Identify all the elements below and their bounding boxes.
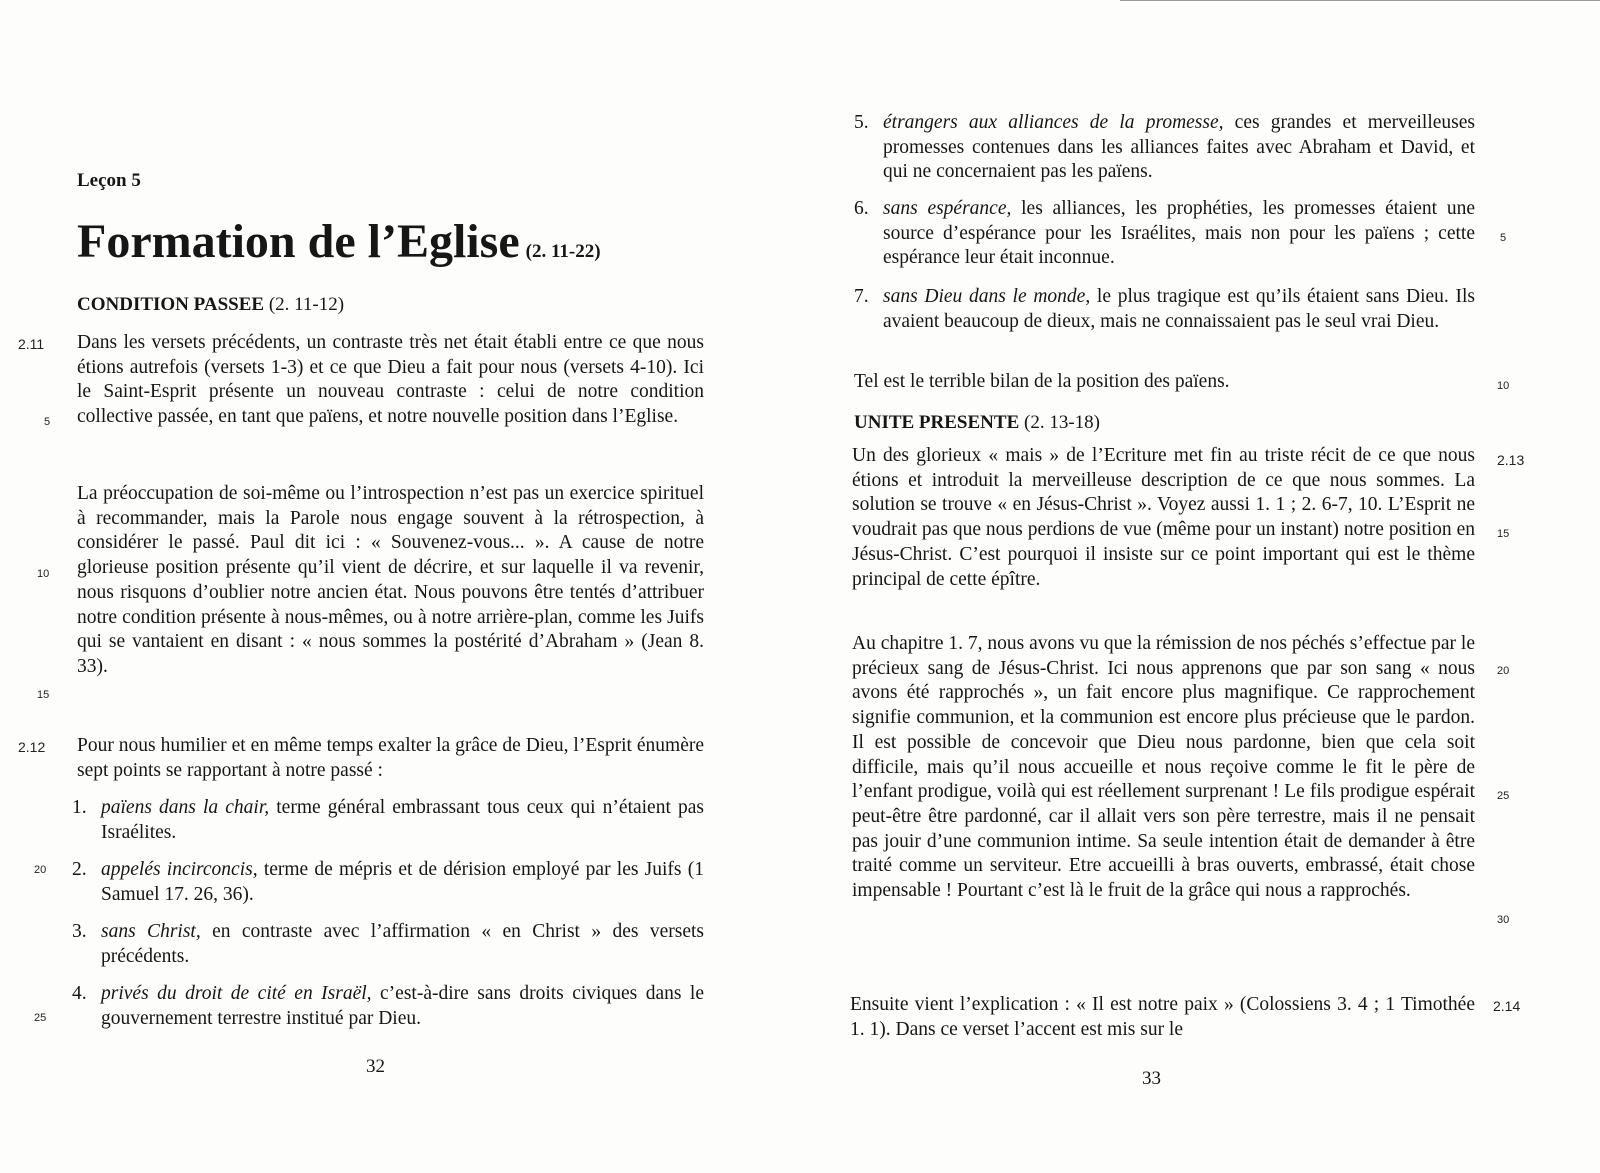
line-number: 20 [34,864,47,876]
line-number: 30 [1497,914,1510,926]
margin-reference: 2.14 [1493,998,1521,1014]
item-number: 7. [854,286,869,307]
heading-reference: (2. 11-12) [268,294,345,315]
margin-reference: 2.11 [18,336,45,352]
list-item [854,197,1475,271]
item-term: privés du droit de cité en Israël, [101,983,372,1004]
item-term: sans Dieu dans le monde, [883,286,1091,307]
item-description: ces grandes et merveilleuses promesses contenues dans les alliances faites avec Abraham et David, et qui ne concernaient pas les païens. [883,112,1476,183]
paragraph-2 [852,444,1475,592]
item-term: appelés incirconcis, [101,859,258,880]
line-number: 10 [37,568,50,580]
line-number: 15 [1497,528,1510,540]
paragraph-text: Tel est le terrible bilan de la position des païens. [854,371,1230,392]
line-number: 15 [37,689,50,701]
line-number: 5 [44,416,51,428]
item-description: le plus tragique est qu’ils étaient sans Dieu. Ils avaient beaucoup de dieux, mais ne connaissaient pas le seul vrai Dieu. [883,286,1475,332]
item-number: 1. [72,797,87,818]
line-number: 20 [1497,665,1510,677]
list-item [72,920,704,969]
heading-reference: (2. 13-18) [1024,412,1100,433]
page-number: 33 [1142,1068,1161,1089]
lesson-label: Leçon 5 [77,170,141,191]
title-reference: (2. 11-22) [525,241,601,262]
line-number: 5 [1500,232,1507,244]
paragraph-3 [77,734,704,783]
item-description: les alliances, les prophéties, les promesses étaient une source d’espérance pour les Israélites, mais non pour les païens ; cette espérance leur était inconnue. [883,198,1475,269]
list-item [72,982,704,1031]
paragraph-text: Au chapitre 1. 7, nous avons vu que la rémission de nos péchés s’effectue par le précieux sang de Jésus-Christ. Ici nous apprenons que par son sang « nous avons été rapprochés », un fait encore plus magnifique. Ce rapprochement signifie communion, et la communion est encore plus précieuse que le pardon. Il est possible de concevoir que Dieu nous pardonne, bien que cela soit difficile, mais qu’il nous accueille et nous reçoive comme le fit le père de l’enfant prodigue, voilà qui est réellement surprenant ! Le fils prodigue espérait peut-être être pardonné, car il allait vers son père terrestre, mais il ne pensait pas jouir d’une communion intime. Sa seule intention était de demander à être traité comme un serviteur. Etre accueilli à bras ouverts, embrassé, était chose impensable ! Pourtant c’est là le fruit de la grâce qui nous a rapprochés. [852,633,1475,902]
right-page [795,0,1600,1173]
item-description: c’est-à-dire sans droits civiques dans le gouvernement terrestre institué par Dieu. [101,983,704,1029]
paragraph-4 [850,993,1475,1042]
margin-reference: 2.12 [18,739,46,755]
item-number: 3. [72,921,87,942]
item-description: en contraste avec l’affirmation « en Christ » des versets précédents. [101,921,704,967]
item-number: 5. [854,112,869,133]
paragraph-1 [854,370,1475,395]
item-number: 2. [72,859,87,880]
item-number: 6. [854,198,869,219]
page-number: 32 [366,1056,385,1077]
line-number: 25 [34,1012,47,1024]
paragraph-2 [77,482,704,680]
scan-edge-line [1120,0,1600,1]
line-number: 25 [1497,790,1510,802]
paragraph-text: Dans les versets précédents, un contraste très net était établi entre ce que nous étions autrefois (versets 1-3) et ce que Dieu a fait pour nous (versets 4-10). Ici le Saint-Esprit présente un nouveau contraste : celui de notre condition collective passée, en tant que païens, et notre nouvelle position dans l’Eglise. [77,332,704,428]
item-description: terme général embrassant tous ceux qui n’étaient pas Israélites. [101,797,704,843]
item-term: étrangers aux alliances de la promesse, [883,112,1224,133]
heading-text: CONDITION PASSEE [77,294,265,315]
item-number: 4. [72,983,87,1004]
title-text: Formation de l’Eglise [77,215,520,268]
heading-text: UNITE PRESENTE [854,412,1020,433]
section-heading-unite [854,412,1100,434]
margin-reference: 2.13 [1497,452,1525,468]
list-item [854,111,1475,185]
section-heading-condition [77,294,344,316]
page-title [77,214,601,280]
paragraph-1 [77,331,704,430]
item-term: païens dans la chair, [101,797,270,818]
item-term: sans espérance, [883,198,1012,219]
left-page [0,0,790,1173]
item-term: sans Christ, [101,921,201,942]
paragraph-text: Un des glorieux « mais » de l’Ecriture met fin au triste récit de ce que nous étions et introduit la merveilleuse description de ce que nous sommes. La solution se trouve « en Jésus-Christ ». Voyez aussi 1. 1 ; 2. 6-7, 10. L’Esprit ne voudrait pas que nous perdions de vue (même pour un instant) notre position en Jésus-Christ. C’est pourquoi il insiste sur ce point important qui est le thème principal de cette épître. [852,445,1475,590]
list-item [72,796,704,845]
list-item [854,285,1475,334]
paragraph-text: Pour nous humilier et en même temps exalter la grâce de Dieu, l’Esprit énumère sept points se rapportant à notre passé : [77,735,704,781]
list-item [72,858,704,907]
line-number: 10 [1497,380,1510,392]
paragraph-text: La préoccupation de soi-même ou l’introspection n’est pas un exercice spirituel à recommander, mais la Parole nous engage souvent à la rétrospection, à considérer le passé. Paul dit ici : « Souvenez-vous... ». A cause de notre glorieuse position présente qu’il vient de décrire, et sur laquelle il va revenir, nous risquons d’oublier notre ancien état. Nous pouvons être tentés d’attribuer notre condition présente à nous-mêmes, ou à notre arrière-plan, comme les Juifs qui se vantaient en disant : « nous sommes la postérité d’Abraham » (Jean 8. 33). [77,483,704,677]
item-description: terme de mépris et de dérision employé par les Juifs (1 Samuel 17. 26, 36). [101,859,704,905]
paragraph-3 [852,632,1475,904]
paragraph-text: Ensuite vient l’explication : « Il est notre paix » (Colossiens 3. 4 ; 1 Timothée 1. 1). Dans ce verset l’accent est mis sur le [850,994,1475,1040]
